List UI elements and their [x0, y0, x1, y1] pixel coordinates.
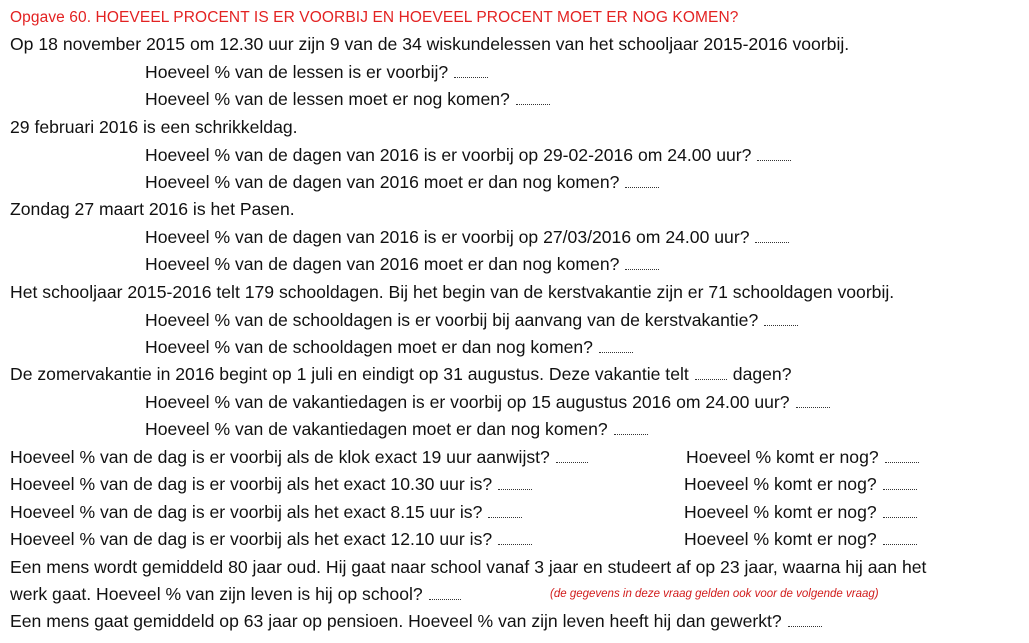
question-text: Hoeveel % van de dagen van 2016 moet er dan nog komen? [145, 172, 620, 192]
question-text: Hoeveel % van de schooldagen moet er dan nog komen? [145, 337, 593, 357]
question-row [145, 226, 789, 248]
question-text: Hoeveel % van de dag is er voorbij als het exact 8.15 uur is? [10, 502, 483, 522]
answer-blank[interactable] [883, 503, 917, 518]
answer-blank[interactable] [488, 503, 522, 518]
remaining-question [684, 528, 917, 550]
answer-blank[interactable] [757, 146, 791, 161]
question-row [145, 171, 659, 193]
answer-blank[interactable] [625, 173, 659, 188]
question-text: Hoeveel % komt er nog? [684, 502, 877, 522]
question-row [145, 418, 648, 440]
day-question-row [10, 501, 522, 523]
answer-blank[interactable] [755, 228, 789, 243]
remaining-question [686, 446, 919, 468]
question-text: Hoeveel % van de dag is er voorbij als het exact 10.30 uur is? [10, 474, 493, 494]
statement-text: De zomervakantie in 2016 begint op 1 juli en eindigt op 31 augustus. Deze vakantie telt [10, 364, 689, 384]
question-row [145, 309, 798, 331]
remaining-question [684, 501, 917, 523]
question-text: Een mens gaat gemiddeld op 63 jaar op pensioen. Hoeveel % van zijn leven heeft hij dan gewerkt? [10, 611, 782, 631]
remaining-question [684, 473, 917, 495]
answer-blank[interactable] [764, 311, 798, 326]
question-row [145, 144, 791, 166]
answer-blank[interactable] [788, 612, 822, 627]
answer-blank[interactable] [516, 90, 550, 105]
answer-blank[interactable] [454, 63, 488, 78]
question-text: Hoeveel % van de dagen van 2016 is er voorbij op 29-02-2016 om 24.00 uur? [145, 145, 752, 165]
statement-summer-vacation [10, 363, 792, 385]
question-text: Hoeveel % van de dagen van 2016 is er voorbij op 27/03/2016 om 24.00 uur? [145, 227, 750, 247]
answer-blank[interactable] [883, 530, 917, 545]
question-text: Hoeveel % komt er nog? [686, 447, 879, 467]
answer-blank[interactable] [498, 475, 532, 490]
day-question-row [10, 528, 532, 550]
answer-blank[interactable] [625, 255, 659, 270]
answer-blank[interactable] [883, 475, 917, 490]
question-row [145, 253, 659, 275]
statement-leap-day: 29 februari 2016 is een schrikkeldag. [10, 117, 298, 137]
question-text: Hoeveel % van de vakantiedagen moet er dan nog komen? [145, 419, 608, 439]
day-question-row [10, 446, 588, 468]
exercise-title: Opgave 60. HOEVEEL PROCENT IS ER VOORBIJ EN HOEVEEL PROCENT MOET ER NOG KOMEN? [10, 9, 739, 26]
question-text: Hoeveel % van de schooldagen is er voorbij bij aanvang van de kerstvakantie? [145, 310, 759, 330]
answer-blank[interactable] [498, 530, 532, 545]
question-text: Hoeveel % van de dagen van 2016 moet er dan nog komen? [145, 254, 620, 274]
question-row [10, 610, 822, 632]
answer-blank[interactable] [885, 448, 919, 463]
note-text: (de gegevens in deze vraag gelden ook voor de volgende vraag) [550, 588, 879, 600]
day-question-row [10, 473, 532, 495]
question-row [145, 391, 830, 413]
answer-blank[interactable] [599, 338, 633, 353]
question-text: Hoeveel % van de lessen is er voorbij? [145, 62, 449, 82]
question-text: Hoeveel % van de vakantiedagen is er voorbij op 15 augustus 2016 om 24.00 uur? [145, 392, 790, 412]
question-row [145, 61, 488, 83]
statement-easter: Zondag 27 maart 2016 is het Pasen. [10, 199, 295, 219]
statement-text-end: dagen? [732, 364, 792, 384]
question-text: werk gaat. Hoeveel % van zijn leven is hij op school? [10, 584, 423, 604]
answer-blank[interactable] [695, 365, 727, 380]
answer-blank[interactable] [796, 393, 830, 408]
question-row [145, 88, 550, 110]
question-text: Hoeveel % komt er nog? [684, 529, 877, 549]
question-text: Hoeveel % van de dag is er voorbij als het exact 12.10 uur is? [10, 529, 493, 549]
answer-blank[interactable] [556, 448, 588, 463]
question-text: Hoeveel % van de dag is er voorbij als de klok exact 19 uur aanwijst? [10, 447, 550, 467]
question-row [10, 583, 461, 605]
question-row [145, 336, 633, 358]
answer-blank[interactable] [614, 420, 648, 435]
question-text: Hoeveel % van de lessen moet er nog komen? [145, 89, 510, 109]
statement-life-expectancy: Een mens wordt gemiddeld 80 jaar oud. Hij gaat naar school vanaf 3 jaar en studeert af op 23 jaar, waarna hij aan het [10, 557, 927, 577]
statement-school-days: Het schooljaar 2015-2016 telt 179 schooldagen. Bij het begin van de kerstvakantie zijn er 71 schooldagen voorbij. [10, 282, 895, 302]
answer-blank[interactable] [429, 585, 461, 600]
statement-lessons: Op 18 november 2015 om 12.30 uur zijn 9 van de 34 wiskundelessen van het schooljaar 2015-2016 voorbij. [10, 34, 850, 54]
question-text: Hoeveel % komt er nog? [684, 474, 877, 494]
